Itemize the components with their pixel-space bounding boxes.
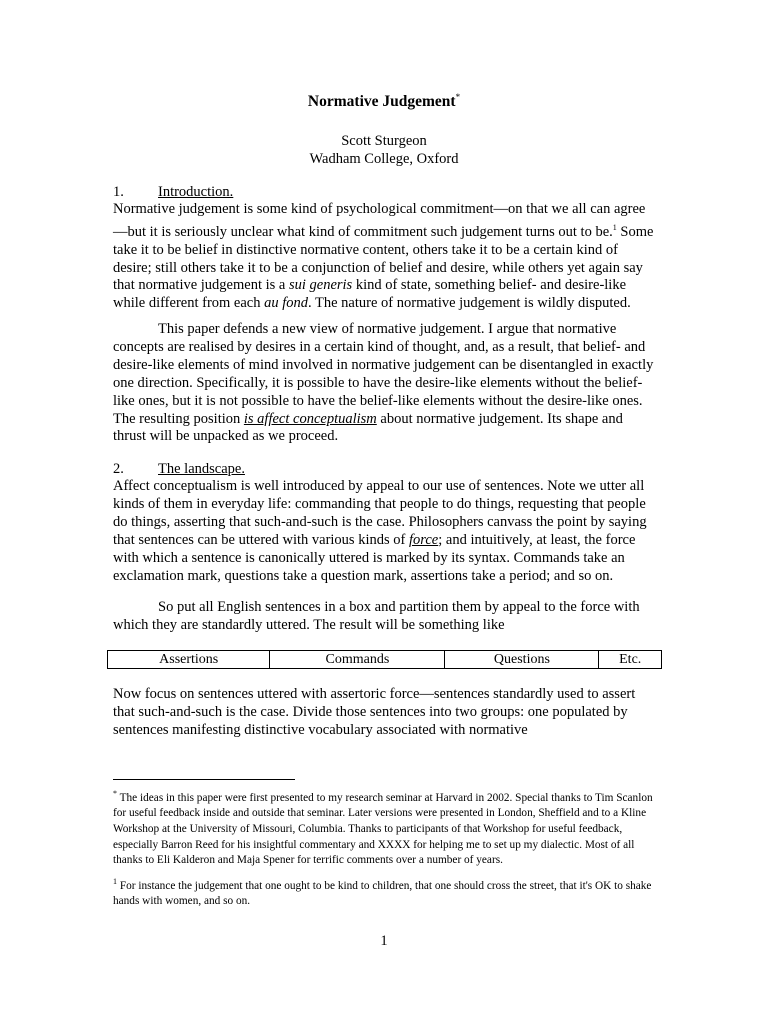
force-table xyxy=(107,650,662,669)
s2p1-text-b: ; and intuitively, at least, the force with which a sentence is canonically uttered is marked by its syntax. Commands take an exclamation mark, questions take a question mark, assertions take a period; and so on. xyxy=(113,531,636,584)
author-block xyxy=(0,132,768,168)
s1p2-text-a: This paper defends a new view of normative judgement. I argue that normative concepts are realised by desires in a certain kind of thought, and, as a result, that belief- and desire-like elements of mind involved in normative judgement can be disentangled in exactly one direction. Specifically, it is possible to have the desire-like elements without the belief-like ones, but it is not possible to have the belief-like elements without the desire-like ones. The resulting position xyxy=(113,321,654,427)
footnote-star-mark: * xyxy=(113,789,117,798)
s1p1-text-a: Normative judgement is some kind of psychological commitment—on that we all can agree—but it is seriously unclear what kind of commitment such judgement turns out to be. xyxy=(113,201,646,240)
section-1-title: Introduction. xyxy=(158,184,234,200)
section-2-paragraph-1 xyxy=(113,478,658,585)
section-2-number: 2. xyxy=(113,461,124,477)
paper-title-text: Normative Judgement xyxy=(307,93,456,111)
footnote-1 xyxy=(113,874,663,910)
section-2-title: The landscape. xyxy=(158,461,245,477)
s1p1-text-c: kind of state, something belief- and desire-like while different from each xyxy=(113,277,627,312)
s2p1-emphasis-force: force xyxy=(408,531,439,548)
table-row xyxy=(108,651,662,669)
table-cell-etc: Etc. xyxy=(599,651,662,669)
section-2-paragraph-2 xyxy=(113,599,658,635)
section-2-paragraph-3 xyxy=(113,686,658,740)
footnote-1-ref: 1 xyxy=(612,222,617,232)
footnote-star-text: The ideas in this paper were first presented to my research seminar at Harvard in 2002. Special thanks to Tim Scanlon for useful feedback inside and outside that seminar. Later versions were presented in London, Sheffield and to a Kline Workshop at the University of Missouri, Columbia. Thanks to participants of that Workshop for useful feedback, especially Barron Reed for his insightful commentary and XXXX for helping me to set up my dialectic. Most of all thanks to Eli Kalderon and Maja Spener for terrific comments over a number of years. xyxy=(113,791,653,867)
page-number: 1 xyxy=(380,933,388,949)
table-cell-commands: Commands xyxy=(270,651,445,669)
s1p2-text-b: about normative judgement. Its shape and thrust will be unpacked as we proceed. xyxy=(113,410,623,445)
title-footnote-mark: * xyxy=(455,92,461,102)
paper-title xyxy=(0,92,768,111)
section-1-paragraph-2 xyxy=(113,321,658,446)
s2p2-text: So put all English sentences in a box and partition them by appeal to the force with which they are standardly uttered. The result will be something like xyxy=(113,599,640,633)
s1p1-italic-au-fond: au fond xyxy=(264,295,309,312)
s2p1-text-a: Affect conceptualism is well introduced by appeal to our use of sentences. Note we utter all kinds of them in everyday life: commanding that people to do things, requesting that people do things, asserting that such-and-such is the case. Philosophers canvass the point by saying that sentences can be uttered with various kinds of xyxy=(113,478,647,548)
section-1-number: 1. xyxy=(113,184,124,200)
s1p1-italic-sui-generis: sui generis xyxy=(288,277,353,294)
author-name: Scott Sturgeon xyxy=(341,133,427,149)
footnote-divider xyxy=(113,779,295,780)
s1p1-text-d: . The nature of normative judgement is wildly disputed. xyxy=(308,295,631,312)
section-1-heading xyxy=(113,183,233,201)
author-affiliation: Wadham College, Oxford xyxy=(309,151,459,167)
footnote-1-text: For instance the judgement that one ought to be kind to children, that one should cross the street, that it's OK to shake hands with women, and so on. xyxy=(113,879,652,908)
footnote-star xyxy=(113,786,663,869)
s1p2-emphasis: is affect conceptualism xyxy=(243,410,377,427)
table-cell-questions: Questions xyxy=(445,651,599,669)
section-2-heading xyxy=(113,460,245,478)
footnote-1-mark: 1 xyxy=(113,877,117,886)
s2p3-text: Now focus on sentences uttered with assertoric force—sentences standardly used to assert that such-and-such is the case. Divide those sentences into two groups: one populated by sentences manifesting distinctive vocabulary associated with normative xyxy=(113,686,636,738)
section-1-paragraph-1 xyxy=(113,201,658,313)
table-cell-assertions: Assertions xyxy=(108,651,270,669)
s1p1-text-b: Some take it to be belief in distinctive normative content, others take it to be a certain kind of desire; still others take it to be a conjunction of belief and desire, while others yet again say that normative judgement is a xyxy=(113,223,654,294)
